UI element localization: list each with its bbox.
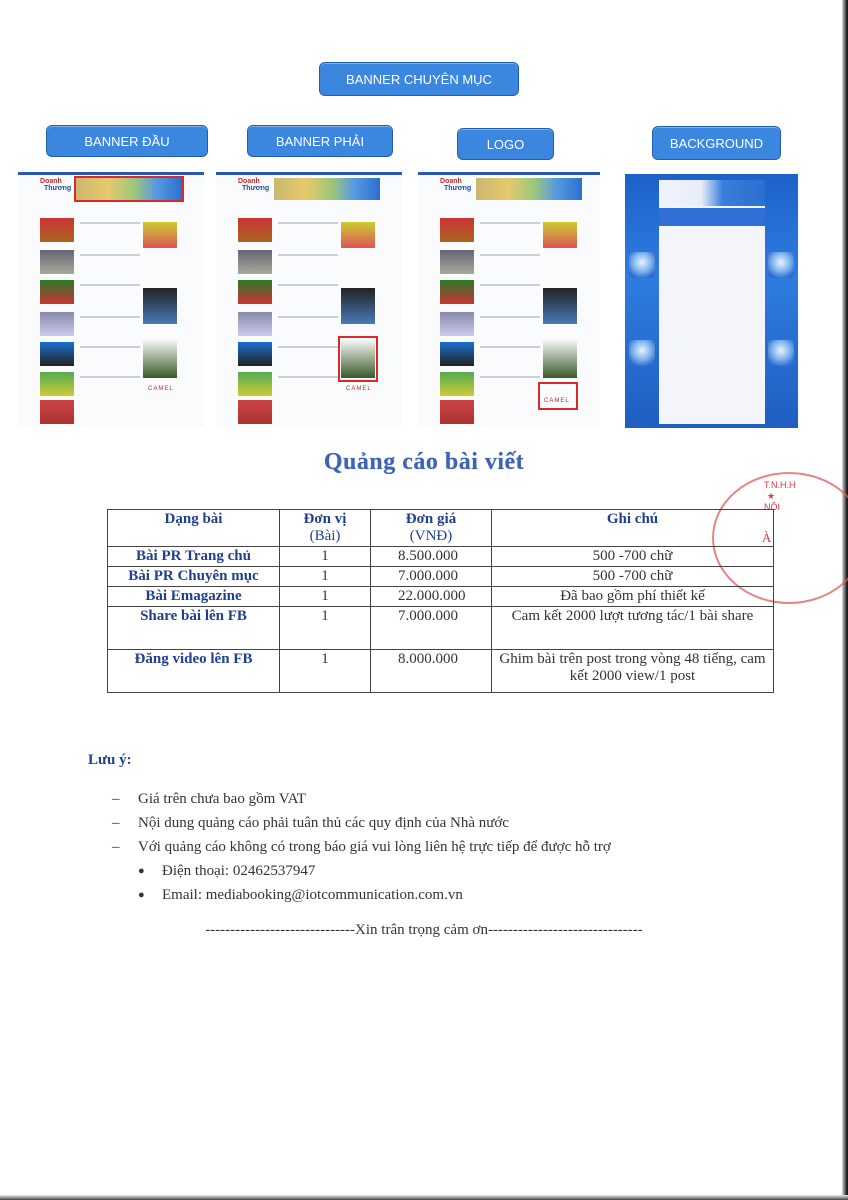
header-price: Đơn giá (VNĐ) xyxy=(371,510,492,547)
site-top-bar xyxy=(216,172,402,175)
thumb-image xyxy=(40,280,74,304)
logo-highlight xyxy=(538,382,578,410)
cell-type: Bài PR Chuyên mục xyxy=(108,567,280,587)
cell-unit: 1 xyxy=(280,567,371,587)
cell-price: 8.500.000 xyxy=(371,547,492,567)
right-thumb xyxy=(341,222,375,248)
cell-type: Bài Emagazine xyxy=(108,587,280,607)
right-banner-preview xyxy=(216,172,402,427)
text-line xyxy=(480,376,540,378)
cell-type: Bài PR Trang chủ xyxy=(108,547,280,567)
site-logo: Doanh Thương xyxy=(440,178,472,192)
text-line xyxy=(278,316,338,318)
top-banner-preview xyxy=(18,172,204,427)
cell-price: 7.000.000 xyxy=(371,567,492,587)
thumb-image xyxy=(40,400,74,424)
category-banner-label: BANNER CHUYÊN MỤC xyxy=(319,62,519,96)
cell-type: Đăng video lên FB xyxy=(108,650,280,693)
logo-label: LOGO xyxy=(457,128,554,160)
text-line xyxy=(80,376,140,378)
thumb-image xyxy=(40,372,74,396)
table-row xyxy=(108,650,774,693)
right-thumb xyxy=(543,288,577,324)
thumb-image xyxy=(238,372,272,396)
thumb-image xyxy=(440,280,474,304)
cell-note: Đã bao gồm phí thiết kế xyxy=(492,587,774,607)
text-line xyxy=(480,316,540,318)
seal-text: T.N.H.H ★ NỘI xyxy=(764,480,796,512)
logo-preview xyxy=(418,172,600,427)
section-title: Quảng cáo bài viết xyxy=(323,449,525,475)
text-line xyxy=(278,346,338,348)
text-line xyxy=(80,254,140,256)
thumb-image xyxy=(440,400,474,424)
bullet-icon: ● xyxy=(138,889,145,901)
cell-unit: 1 xyxy=(280,607,371,650)
site-top-bar xyxy=(18,172,204,175)
note-item: – Với quảng cáo không có trong báo giá vui lòng liên hệ trực tiếp để được hỗ trợ xyxy=(112,839,611,855)
thumb-image xyxy=(40,312,74,336)
note-item: – Giá trên chưa bao gồm VAT xyxy=(112,791,306,807)
note-item: – Nội dung quảng cáo phải tuân thủ các quy định của Nhà nước xyxy=(112,815,509,831)
contact-phone: ● Điện thoại: 02462537947 xyxy=(112,859,611,883)
text-line xyxy=(80,316,140,318)
text-line xyxy=(480,222,540,224)
notes-list xyxy=(112,787,611,907)
closing-line: ------------------------------Xin trân trọng cảm ơn------------------------------- xyxy=(205,922,643,938)
brand-text: CAMEL xyxy=(544,398,570,404)
thumb-image xyxy=(440,218,474,242)
right-thumb xyxy=(341,288,375,324)
text-line xyxy=(80,222,140,224)
right-banner-highlight xyxy=(338,336,378,382)
price-table xyxy=(107,509,774,693)
right-thumb xyxy=(143,338,177,378)
text-line xyxy=(480,346,540,348)
side-graphic xyxy=(768,252,794,278)
text-line xyxy=(80,284,140,286)
site-logo: Doanh Thương xyxy=(238,178,270,192)
thumb-image xyxy=(440,372,474,396)
thumb-image xyxy=(40,250,74,274)
top-banner-image xyxy=(274,178,380,200)
thumb-image xyxy=(40,218,74,242)
thumb-image xyxy=(440,250,474,274)
cell-unit: 1 xyxy=(280,587,371,607)
table-row xyxy=(108,607,774,650)
right-thumb xyxy=(543,338,577,378)
brand-text: CAMEL xyxy=(148,386,174,392)
top-banner-label: BANNER ĐẦU xyxy=(46,125,208,157)
cell-note: Ghim bài trên post trong vòng 48 tiếng, cam kết 2000 view/1 post xyxy=(492,650,774,693)
cell-unit: 1 xyxy=(280,650,371,693)
cell-type: Share bài lên FB xyxy=(108,607,280,650)
table-row xyxy=(108,567,774,587)
page-content xyxy=(659,180,765,424)
thumb-image xyxy=(40,342,74,366)
thumb-image xyxy=(238,218,272,242)
bullet-icon: ● xyxy=(138,865,145,877)
cell-price: 22.000.000 xyxy=(371,587,492,607)
side-graphic xyxy=(768,340,794,366)
table-row xyxy=(108,587,774,607)
background-label: BACKGROUND xyxy=(652,126,781,160)
table-header-row xyxy=(108,510,774,547)
thumb-image xyxy=(440,342,474,366)
side-graphic xyxy=(629,340,655,366)
contact-email[interactable]: ● Email: mediabooking@iotcommunication.com.vn xyxy=(112,883,611,907)
scan-edge-bottom xyxy=(0,1195,848,1200)
promo-strip xyxy=(659,208,765,226)
right-thumb xyxy=(143,288,177,324)
cell-note: 500 -700 chữ xyxy=(492,567,774,587)
table-row xyxy=(108,547,774,567)
thumb-image xyxy=(238,342,272,366)
header-type: Dạng bài xyxy=(108,510,280,547)
right-thumb xyxy=(143,222,177,248)
side-graphic xyxy=(629,252,655,278)
top-banner-highlight xyxy=(74,176,184,202)
site-top-bar xyxy=(418,172,600,175)
thumb-image xyxy=(238,400,272,424)
text-line xyxy=(278,254,338,256)
background-preview xyxy=(625,174,798,428)
notes-title: Lưu ý: xyxy=(88,752,132,768)
cell-note: Cam kết 2000 lượt tương tác/1 bài share xyxy=(492,607,774,650)
top-banner-image xyxy=(476,178,582,200)
text-line xyxy=(480,284,540,286)
seal-letter: À xyxy=(762,530,772,545)
thumb-image xyxy=(238,250,272,274)
text-line xyxy=(278,284,338,286)
cell-unit: 1 xyxy=(280,547,371,567)
cell-note: 500 -700 chữ xyxy=(492,547,774,567)
text-line xyxy=(278,376,338,378)
thumb-image xyxy=(238,312,272,336)
header-note: Ghi chú xyxy=(492,510,774,547)
text-line xyxy=(480,254,540,256)
scan-edge xyxy=(842,0,848,1200)
text-line xyxy=(278,222,338,224)
brand-text: CAMEL xyxy=(346,386,372,392)
site-logo: Doanh Thương xyxy=(40,178,72,192)
header-unit: Đơn vị (Bài) xyxy=(280,510,371,547)
right-banner-label: BANNER PHẢI xyxy=(247,125,393,157)
thumb-image xyxy=(440,312,474,336)
right-thumb xyxy=(543,222,577,248)
text-line xyxy=(80,346,140,348)
site-header xyxy=(659,180,765,206)
cell-price: 8.000.000 xyxy=(371,650,492,693)
cell-price: 7.000.000 xyxy=(371,607,492,650)
thumb-image xyxy=(238,280,272,304)
